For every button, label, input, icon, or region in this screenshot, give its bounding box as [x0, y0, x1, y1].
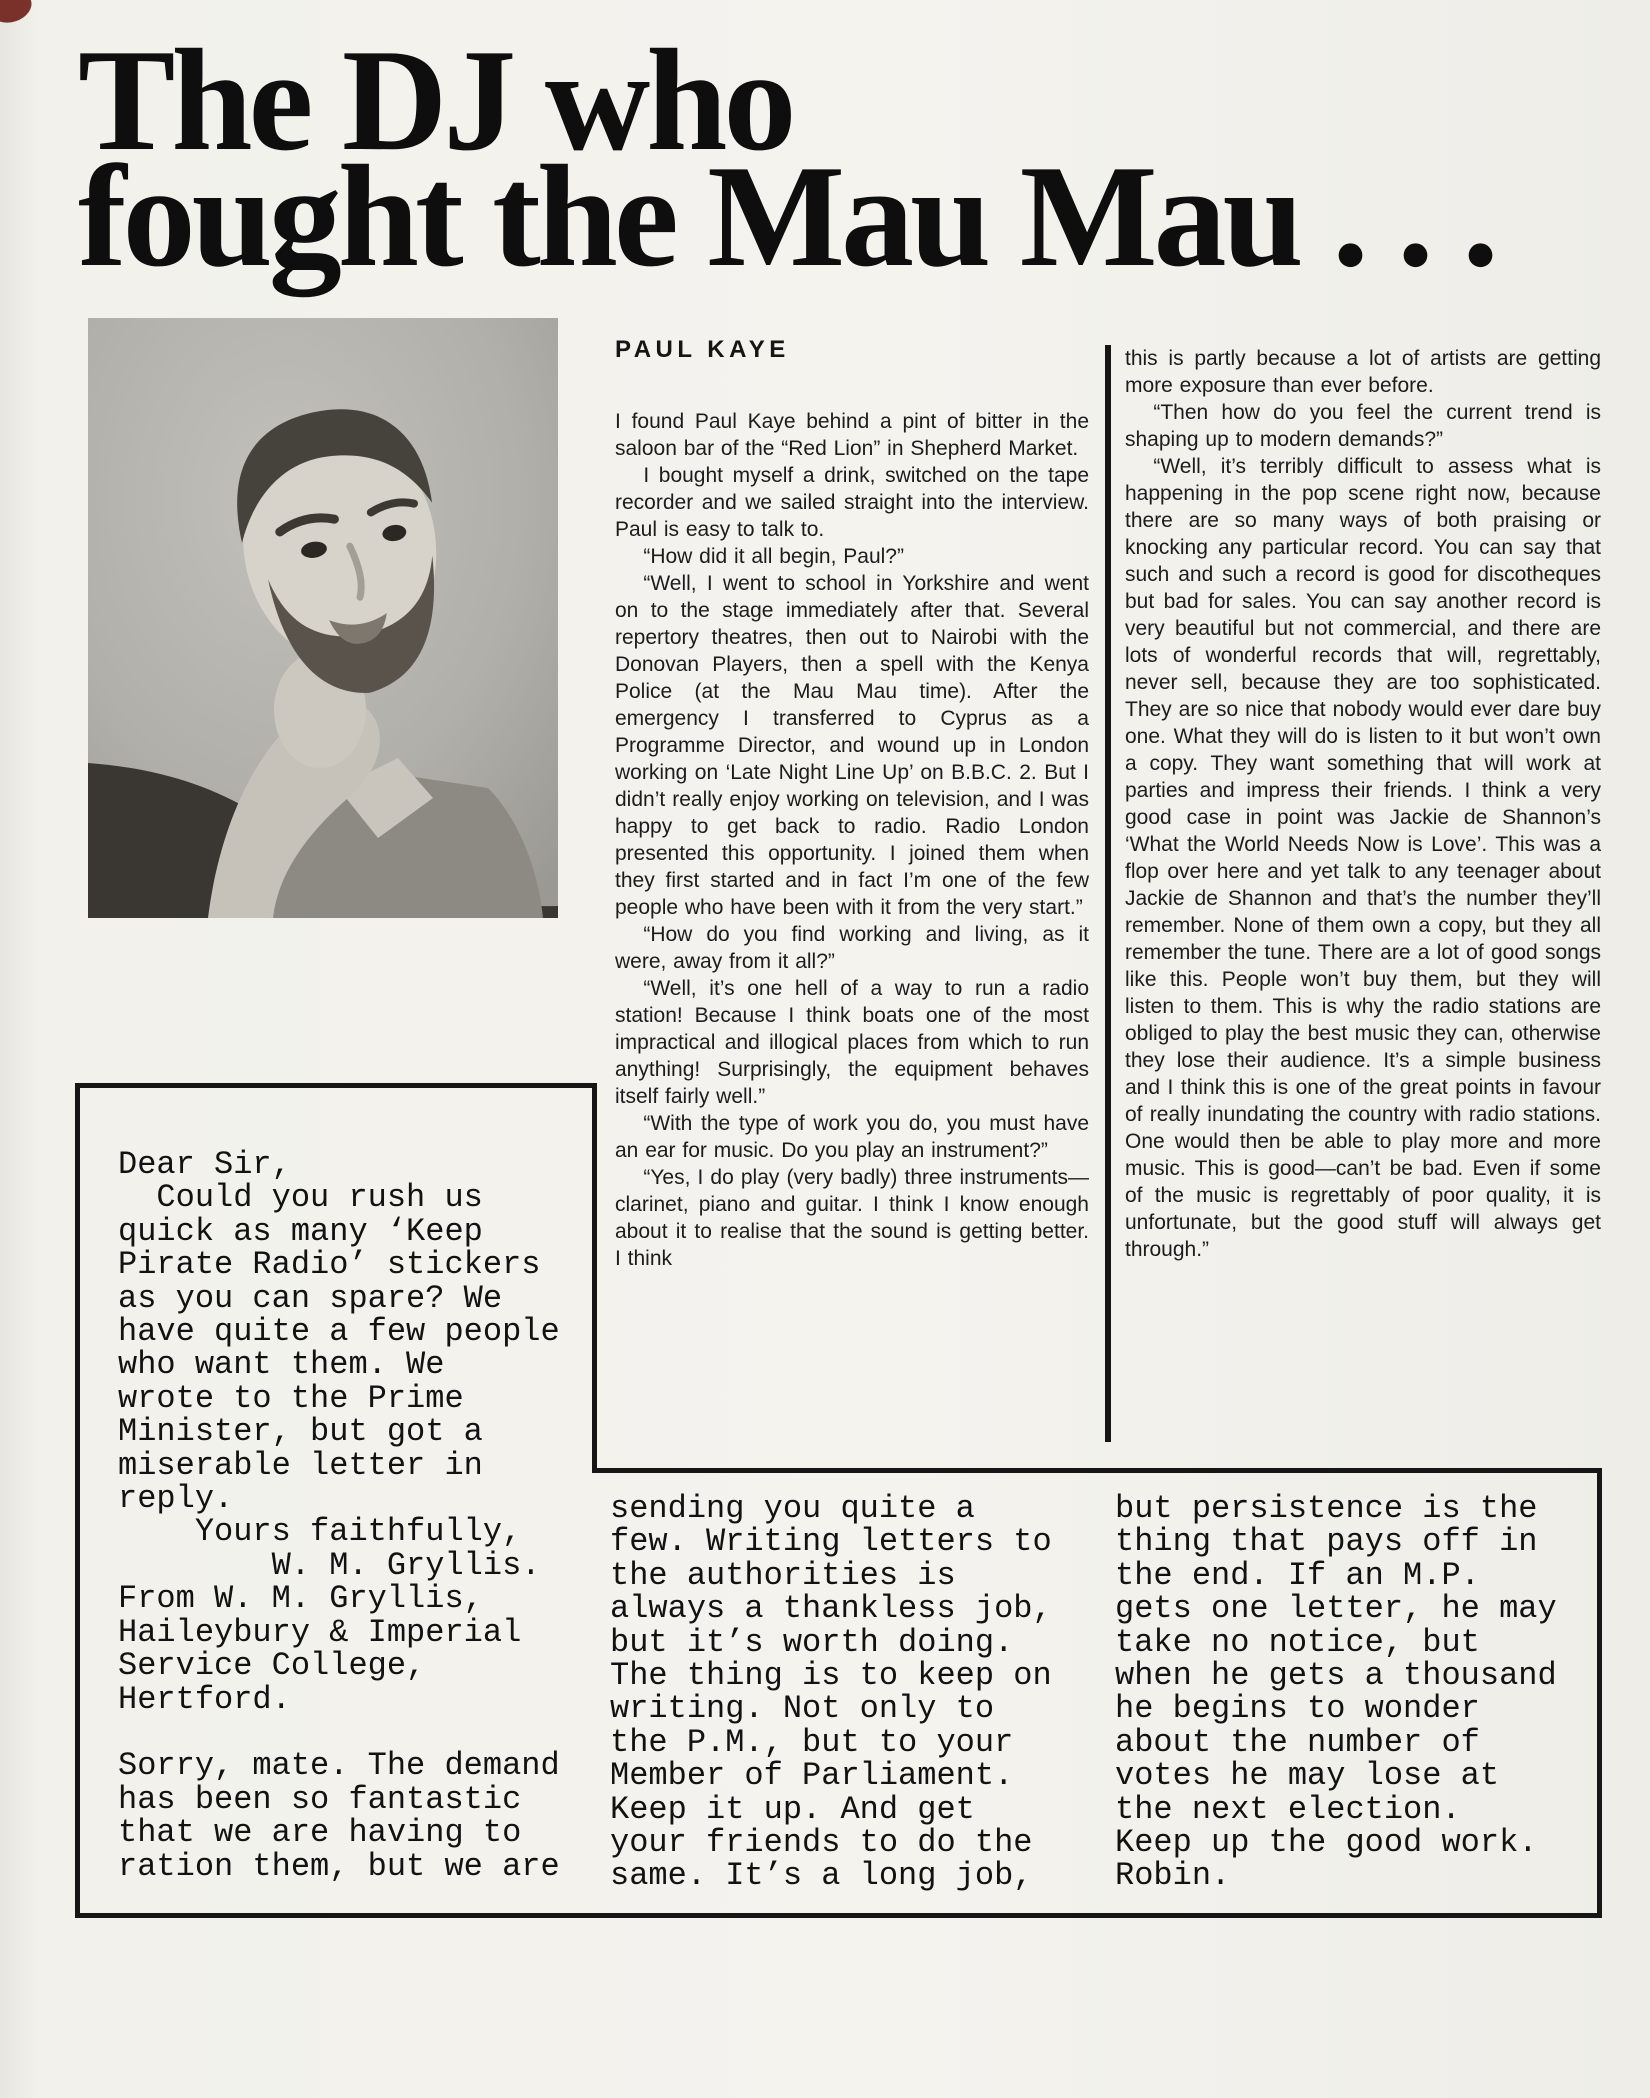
letter-line: miserable letter in: [118, 1446, 483, 1484]
headline-line-1: The DJ who: [78, 19, 793, 181]
letter-line: have quite a few people: [118, 1313, 560, 1351]
letter-line: same. It’s a long job,: [610, 1857, 1033, 1895]
article-paragraph: “Then how do you feel the current trend is shaping up to modern demands?”: [1125, 401, 1601, 451]
letter-line: From W. M. Gryllis,: [118, 1580, 483, 1618]
article-paragraph: “Yes, I do play (very badly) three instruments—clarinet, piano and guitar. I think I know enough about it to realise that the sound is getting better. I think: [615, 1166, 1089, 1270]
letter-box-border-right: [1597, 1468, 1602, 1918]
letter-line: Keep up the good work.: [1115, 1824, 1538, 1862]
letter-line: the P.M., but to your: [610, 1723, 1014, 1761]
article-paragraph: “Well, I went to school in Yorkshire and went on to the stage immediately after that. Several repertory theatres, then out to Nairobi with the Donovan Players, then a spell with the Kenya Police (at the Mau Mau time). After the emergency I transferred to Cyprus as a Programme Director, and wound up in London working on ‘Late Night Line Up’ on B.B.C. 2. But I didn’t really enjoy working on television, and I was happy to get back to radio. Radio London presented this opportunity. I joined them when they first started and in fact I’m one of the few people who have been with it from the very start.”: [615, 572, 1089, 919]
letter-line: the authorities is: [610, 1556, 956, 1594]
letter-line: writing. Not only to: [610, 1690, 995, 1728]
letter-line: wrote to the Prime: [118, 1379, 464, 1417]
letter-line: reply.: [118, 1480, 234, 1518]
letter-line: quick as many ‘Keep: [118, 1212, 483, 1250]
letter-column-1: [118, 1148, 596, 1883]
letter-line: The thing is to keep on: [610, 1657, 1052, 1695]
letter-line: sending you quite a: [610, 1490, 975, 1527]
letter-line: he begins to wonder: [1115, 1690, 1480, 1728]
letter-line: the next election.: [1115, 1790, 1461, 1828]
letter-line: that we are having to: [118, 1814, 522, 1852]
article-column-right: [1125, 345, 1601, 1263]
letter-line: take no notice, but: [1115, 1623, 1480, 1661]
letter-line: Keep it up. And get: [610, 1790, 975, 1828]
article-paragraph: this is partly because a lot of artists are getting more exposure than ever before.: [1125, 347, 1601, 397]
letter-line: Dear Sir,: [118, 1146, 291, 1183]
letter-line: Robin.: [1115, 1857, 1231, 1895]
letter-line: about the number of: [1115, 1723, 1480, 1761]
letter-box-border-bottom: [75, 1913, 1602, 1918]
letter-line: when he gets a thousand: [1115, 1657, 1557, 1695]
letter-box-border-top-narrow: [75, 1083, 597, 1088]
article-column-left: [615, 408, 1089, 1272]
article-paragraph: I bought myself a drink, switched on the tape recorder and we sailed straight into the interview. Paul is easy to talk to.: [615, 464, 1089, 541]
article-paragraph: “Well, it’s one hell of a way to run a radio station! Because I think boats one of the most impractical and illogical places from which to run anything! Surprisingly, the equipment behaves itself fairly well.”: [615, 977, 1089, 1108]
article-paragraph: “How did it all begin, Paul?”: [643, 545, 904, 568]
letter-column-2: [610, 1492, 1088, 1893]
letter-line: your friends to do the: [610, 1824, 1033, 1862]
article-paragraph: I found Paul Kaye behind a pint of bitter in the saloon bar of the “Red Lion” in Shepherd Market.: [615, 410, 1089, 460]
paul-kaye-photo: [88, 318, 558, 918]
letter-line: Pirate Radio’ stickers: [118, 1246, 541, 1284]
article-paragraph: “With the type of work you do, you must have an ear for music. Do you play an instrument?”: [615, 1112, 1089, 1162]
letter-line: gets one letter, he may: [1115, 1590, 1557, 1628]
letter-line: Member of Parliament.: [610, 1757, 1014, 1795]
letter-line: always a thankless job,: [610, 1590, 1052, 1628]
letter-line: as you can spare? We: [118, 1279, 503, 1317]
letter-line: Could you rush us: [118, 1179, 483, 1217]
letter-line: has been so fantastic: [118, 1780, 522, 1818]
letter-box-border-left: [75, 1083, 80, 1918]
page-title: [78, 19, 1495, 297]
scan-artifact: [0, 0, 36, 28]
letter-line: W. M. Gryllis.: [118, 1546, 541, 1584]
letter-line: Haileybury & Imperial: [118, 1613, 522, 1651]
letter-line: thing that pays off in: [1115, 1523, 1538, 1561]
article-paragraph: “How do you find working and living, as it were, away from it all?”: [615, 923, 1089, 973]
letter-line: Sorry, mate. The demand: [118, 1747, 560, 1785]
column-divider-rule: [1105, 345, 1111, 1442]
letter-line: but persistence is the: [1115, 1490, 1538, 1527]
letter-line: [118, 1716, 596, 1749]
letter-line: Hertford.: [118, 1680, 291, 1718]
headline-line-2: fought the Mau Mau . . .: [78, 135, 1495, 297]
letter-line: ration them, but we are: [118, 1847, 560, 1885]
letter-box-border-top-wide: [592, 1468, 1602, 1473]
letter-line: Yours faithfully,: [118, 1513, 522, 1551]
letter-line: Service College,: [118, 1647, 426, 1685]
letter-line: the end. If an M.P.: [1115, 1556, 1480, 1594]
letter-line: few. Writing letters to: [610, 1523, 1052, 1561]
letter-line: who want them. We: [118, 1346, 445, 1384]
letter-line: votes he may lose at: [1115, 1757, 1500, 1795]
letter-line: Minister, but got a: [118, 1413, 483, 1451]
letter-column-3: [1115, 1492, 1595, 1893]
article-paragraph: “Well, it’s terribly difficult to assess what is happening in the pop scene right now, because there are so many ways of both praising or knocking any particular record. You can say that such and such a record is good for discotheques but bad for sales. You can say another record is very beautiful but not commercial, and there are lots of wonderful records that will, regrettably, never sell, because they are too sophisticated. They are so nice that nobody would ever dare buy one. What they will do is listen to it but won’t own a copy. They want something that will work at parties and impress their friends. I think a very good case in point was Jackie de Shannon’s ‘What the World Needs Now is Love’. This was a flop over here and yet talk to any teenager about Jackie de Shannon and that’s the number they’ll remember. None of them own a copy, but they all remember the tune. There are a lot of good songs like this. People won’t buy them, but they will listen to them. This is why the radio stations are obliged to play the best music they can, otherwise they lose their audience. It’s a simple business and I think this is one of the great points in favour of really inundating the country with radio stations. One would then be able to play more and more music. This is good—can’t be bad. Even if some of the music is regrettably of poor quality, it is unfortunate, but the good stuff will always get through.”: [1125, 455, 1601, 1261]
byline: PAUL KAYE: [615, 336, 790, 363]
letter-line: but it’s worth doing.: [610, 1623, 1014, 1661]
